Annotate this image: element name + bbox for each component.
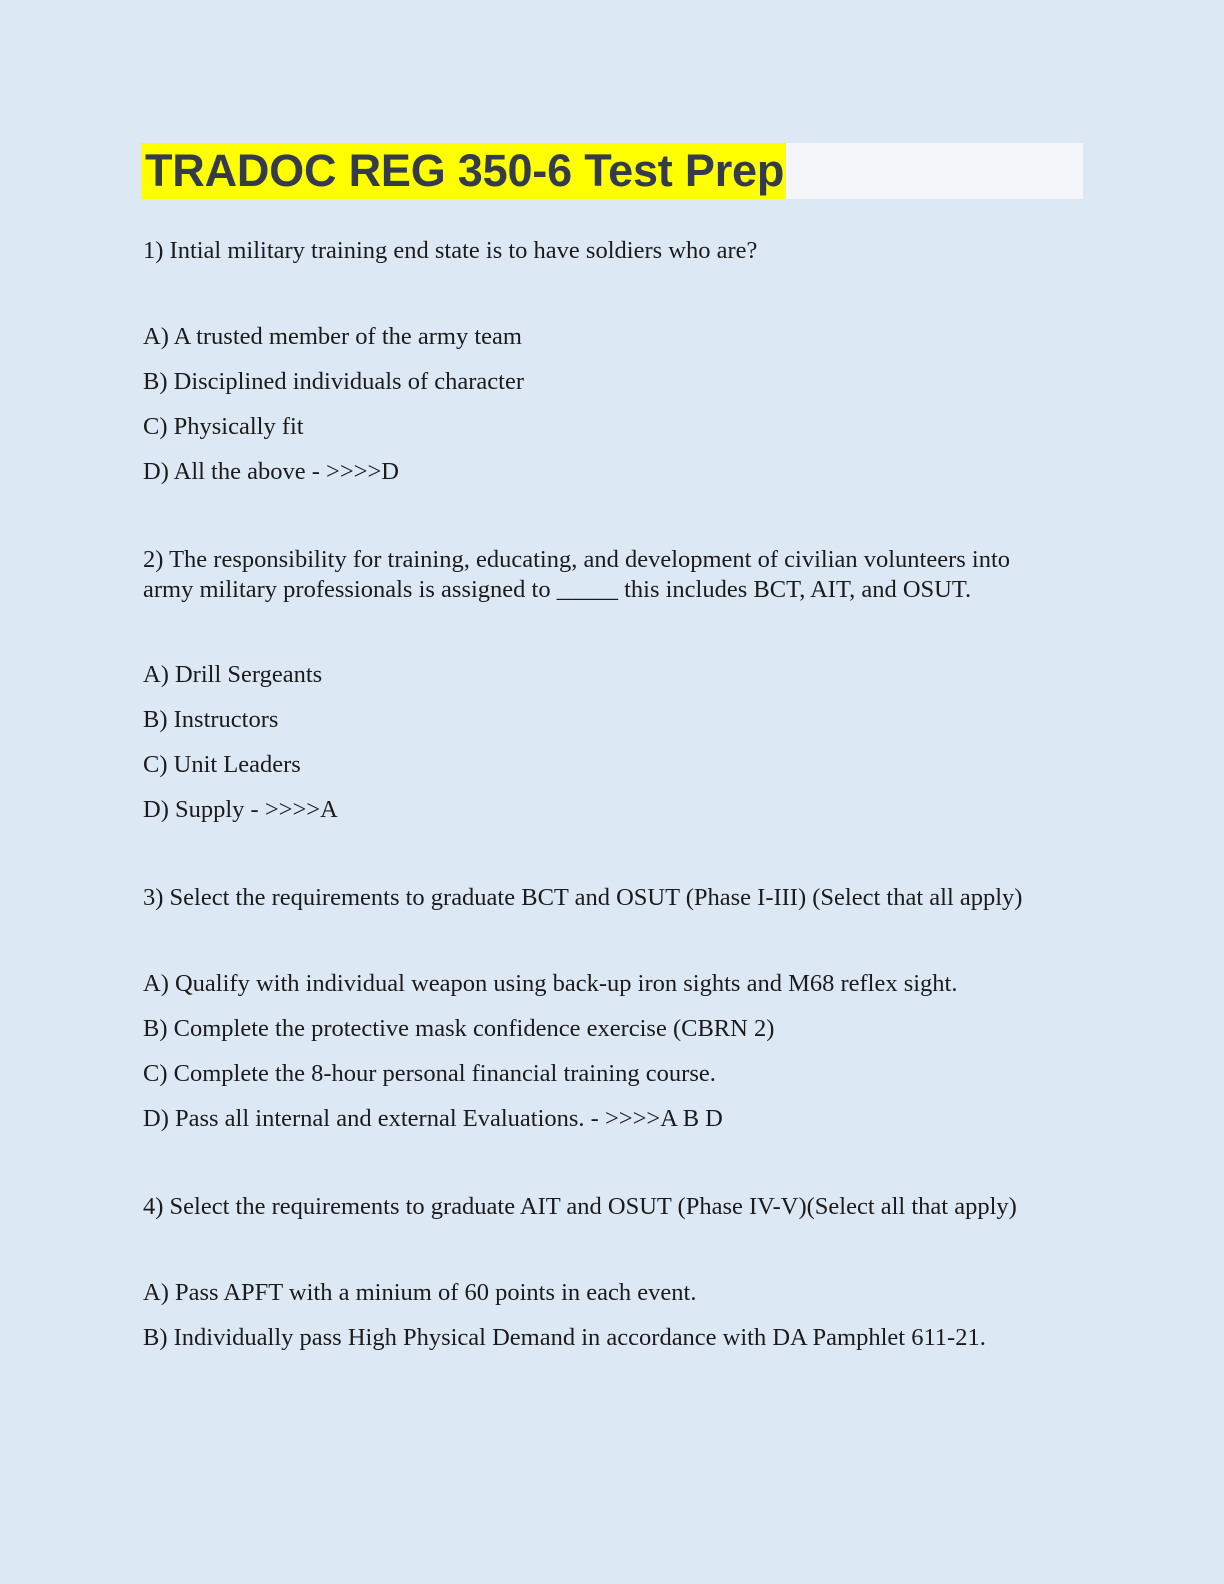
spacer xyxy=(143,690,1083,705)
spacer xyxy=(143,1134,1083,1192)
spacer xyxy=(143,442,1083,457)
spacer xyxy=(143,1089,1083,1104)
spacer xyxy=(143,735,1083,750)
title-highlight xyxy=(141,143,786,199)
question-block-2 xyxy=(143,545,1083,825)
option-1d: D) All the above - >>>>D xyxy=(143,458,399,485)
question-block-3 xyxy=(143,883,1083,1134)
question-text-1: 1) Intial military training end state is to have soldiers who are? xyxy=(143,237,758,264)
option-2d: D) Supply - >>>>A xyxy=(143,796,338,823)
questions-container xyxy=(143,236,1083,1353)
page-title: TRADOC REG 350-6 Test Prep xyxy=(145,145,785,196)
option-2c: C) Unit Leaders xyxy=(143,751,301,778)
option-3d: D) Pass all internal and external Evaluations. - >>>>A B D xyxy=(143,1105,723,1132)
option-1a: A) A trusted member of the army team xyxy=(143,323,522,350)
option-2b: B) Instructors xyxy=(143,706,279,733)
question-block-4 xyxy=(143,1192,1083,1353)
spacer xyxy=(143,999,1083,1014)
spacer xyxy=(143,825,1083,883)
option-3b: B) Complete the protective mask confidence exercise (CBRN 2) xyxy=(143,1015,775,1042)
spacer xyxy=(143,1222,1083,1278)
spacer xyxy=(143,397,1083,412)
spacer xyxy=(143,780,1083,795)
title-band xyxy=(141,143,1083,199)
question-text-2: 2) The responsibility for training, educating, and development of civilian volunteers into army military professionals is assigned to _____ this includes BCT, AIT, and OSUT. xyxy=(143,546,1011,603)
question-text-3: 3) Select the requirements to graduate BCT and OSUT (Phase I-III) (Select that all apply) xyxy=(143,884,1023,911)
option-2a: A) Drill Sergeants xyxy=(143,661,323,688)
options-list-3 xyxy=(143,969,1083,1134)
spacer xyxy=(143,1308,1083,1323)
spacer xyxy=(143,913,1083,969)
option-4a: A) Pass APFT with a minium of 60 points in each event. xyxy=(143,1279,697,1306)
question-text-4: 4) Select the requirements to graduate AIT and OSUT (Phase IV-V)(Select all that apply) xyxy=(143,1193,1017,1220)
options-list-2 xyxy=(143,660,1083,825)
spacer xyxy=(143,352,1083,367)
question-block-1 xyxy=(143,236,1083,487)
option-3a: A) Qualify with individual weapon using back-up iron sights and M68 reflex sight. xyxy=(143,970,958,997)
spacer xyxy=(143,605,1083,660)
option-1c: C) Physically fit xyxy=(143,413,304,440)
spacer xyxy=(143,266,1083,322)
option-3c: C) Complete the 8-hour personal financial training course. xyxy=(143,1060,716,1087)
spacer xyxy=(143,1044,1083,1059)
options-list-1 xyxy=(143,322,1083,487)
option-4b: B) Individually pass High Physical Demand in accordance with DA Pamphlet 611-21. xyxy=(143,1324,986,1351)
spacer xyxy=(143,487,1083,545)
options-list-4 xyxy=(143,1278,1083,1353)
option-1b: B) Disciplined individuals of character xyxy=(143,368,524,395)
